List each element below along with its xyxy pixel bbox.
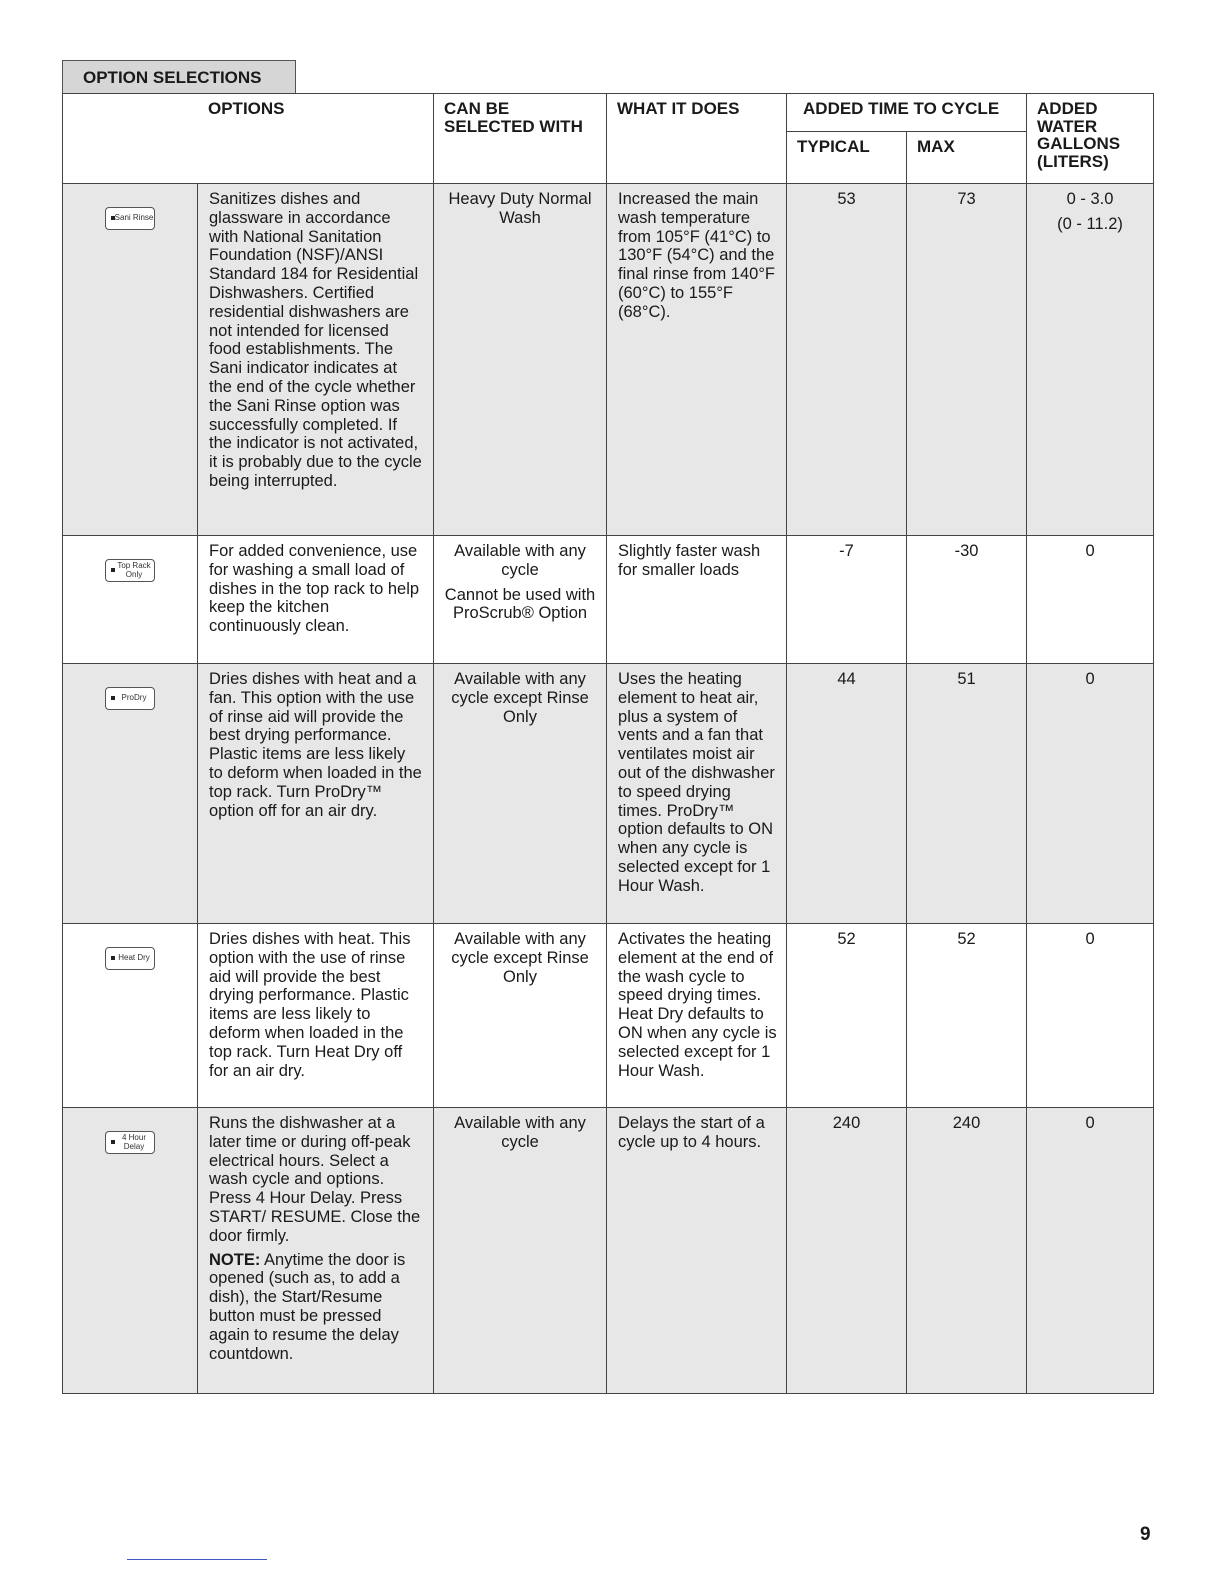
header-added-water: ADDED WATER GALLONS (LITERS): [1027, 94, 1154, 184]
what-it-does: Slightly faster wash for smaller loads: [607, 536, 787, 664]
header-max: MAX: [907, 132, 1027, 184]
sani-rinse-button-icon: Sani Rinse: [105, 207, 155, 230]
header-typical: TYPICAL: [787, 132, 907, 184]
added-water: [1027, 184, 1154, 536]
selected-with: Available with any cycle except Rinse Only: [434, 924, 607, 1108]
max-time: 52: [907, 924, 1027, 1108]
table-row: [63, 664, 1154, 924]
option-icon-cell: [63, 924, 198, 1108]
selected-with: Available with any cycle Cannot be used with ProScrub® Option: [434, 536, 607, 664]
page-number: 9: [1140, 1524, 1151, 1545]
note: NOTE: Anytime the door is opened (such as, to add a dish), the Start/Resume button must be pressed again to resume the delay countdown.: [209, 1250, 406, 1363]
footer-rule: [127, 1559, 267, 1560]
typical-time: 44: [787, 664, 907, 924]
4-hour-delay-button-icon: 4 Hour Delay: [105, 1131, 155, 1154]
water-liters: (0 - 11.2): [1057, 214, 1123, 233]
selected-with: Available with any cycle except Rinse Only: [434, 664, 607, 924]
table-row: [63, 1108, 1154, 1394]
typical-time: 240: [787, 1108, 907, 1394]
added-water: 0: [1027, 1108, 1154, 1394]
header-what-it-does: WHAT IT DOES: [607, 94, 787, 184]
max-time: 240: [907, 1108, 1027, 1394]
typical-time: -7: [787, 536, 907, 664]
what-it-does: Uses the heating element to heat air, plus a system of vents and a fan that ventilates moist air out of the dishwasher to speed drying times. ProDry™ option defaults to ON when any cycle is selected except for 1 Hour Wash.: [607, 664, 787, 924]
selected-with: Heavy Duty Normal Wash: [434, 184, 607, 536]
option-icon-cell: [63, 664, 198, 924]
option-icon-cell: [63, 184, 198, 536]
water-gallons: 0 - 3.0: [1066, 190, 1114, 208]
added-water: 0: [1027, 924, 1154, 1108]
max-time: 73: [907, 184, 1027, 536]
table-row: [63, 924, 1154, 1108]
max-time: 51: [907, 664, 1027, 924]
option-icon-cell: [63, 536, 198, 664]
option-selections-table: [62, 93, 1154, 1394]
table-row: [63, 536, 1154, 664]
header-selected-with: CAN BE SELECTED WITH: [434, 94, 607, 184]
header-added-time: ADDED TIME TO CYCLE: [787, 94, 1027, 132]
table-row: [63, 184, 1154, 536]
prodry-button-icon: ProDry: [105, 687, 155, 710]
section-title-tab: OPTION SELECTIONS: [62, 60, 296, 93]
option-description: Dries dishes with heat. This option with the use of rinse aid will provide the best drying performance. Plastic items are less likely to deform when loaded in the top rack. Turn Heat Dry off for an air dry.: [198, 924, 434, 1108]
option-description: For added convenience, use for washing a small load of dishes in the top rack to help keep the kitchen continuously clean.: [198, 536, 434, 664]
header-options: OPTIONS: [63, 94, 434, 184]
typical-time: 53: [787, 184, 907, 536]
what-it-does: Activates the heating element at the end of the wash cycle to speed drying times. Heat Dry defaults to ON when any cycle is selected except for 1 Hour Wash.: [607, 924, 787, 1108]
added-water: 0: [1027, 536, 1154, 664]
top-rack-only-button-icon: Top Rack Only: [105, 559, 155, 582]
heat-dry-button-icon: Heat Dry: [105, 947, 155, 970]
max-time: -30: [907, 536, 1027, 664]
option-description: Sanitizes dishes and glassware in accordance with National Sanitation Foundation (NSF)/ANSI Standard 184 for Residential Dishwashers. Certified residential dishwashers are not intended for licensed food establishments. The Sani indicator indicates at the end of the cycle whether the Sani Rinse option was successfully completed. If the indicator is not activated, it is probably due to the cycle being interrupted.: [198, 184, 434, 536]
added-water: 0: [1027, 664, 1154, 924]
selected-with: Available with any cycle: [434, 1108, 607, 1394]
option-description: Dries dishes with heat and a fan. This option with the use of rinse aid will provide the best drying performance. Plastic items are less likely to deform when loaded in the top rack. Turn ProDry™ option off for an air dry.: [198, 664, 434, 924]
option-description: Runs the dishwasher at a later time or during off-peak electrical hours. Select a wash cycle and options. Press 4 Hour Delay. Press START/ RESUME. Close the door firmly. NOTE: Anytime the door is opened (such as, to add a dish), the Start/Resume button must be pressed again to resume the delay countdown.: [198, 1108, 434, 1394]
what-it-does: Delays the start of a cycle up to 4 hours.: [607, 1108, 787, 1394]
typical-time: 52: [787, 924, 907, 1108]
what-it-does: Increased the main wash temperature from 105°F (41°C) to 130°F (54°C) and the final rinse from 140°F (60°C) to 155°F (68°C).: [607, 184, 787, 536]
option-icon-cell: [63, 1108, 198, 1394]
